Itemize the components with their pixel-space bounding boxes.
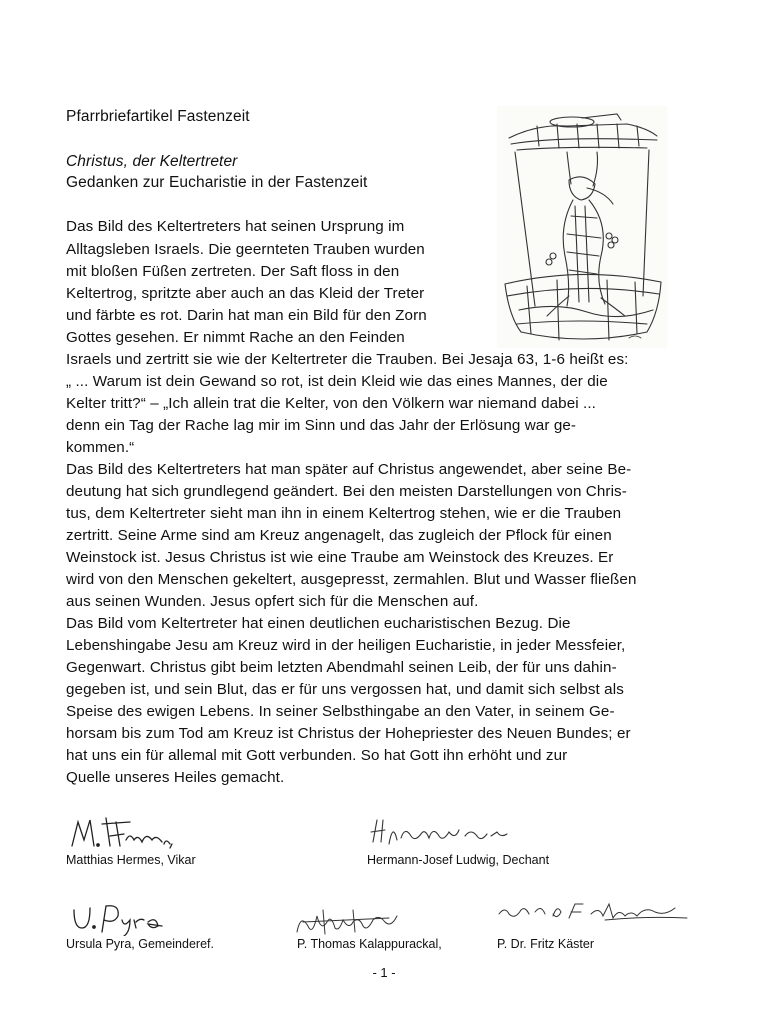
body-line-8: „ ... Warum ist dein Gewand so rot, ist dein Kleid wie das eines Mannes, der die (66, 373, 608, 390)
body-line-5: und färbte es rot. Darin hat man ein Bild für den Zorn (66, 307, 427, 324)
body-line-17: wird von den Menschen gekeltert, ausgepresst, zermahlen. Blut und Wasser fließen (66, 571, 637, 588)
keltertreter-illustration (497, 106, 667, 348)
body-line-25: hat uns ein für allemal mit Gott verbunden. So hat Gott ihn erhöht und zur (66, 747, 568, 764)
body-line-23: Speise des ewigen Lebens. In seiner Selbsthingabe an den Vater, in seinem Ge- (66, 703, 615, 720)
body-line-1: Das Bild des Keltertreters hat seinen Ursprung im (66, 218, 405, 235)
body-line-22: gegeben ist, und sein Blut, das er für uns vergossen hat, und damit sich selbst als (66, 681, 624, 698)
body-line-4: Keltertrog, spritzte aber auch an das Kleid der Treter (66, 285, 425, 302)
body-line-15: zertritt. Seine Arme sind am Kreuz angenagelt, das zugleich der Pflock für einen (66, 527, 612, 544)
page-number: - 1 - (372, 965, 396, 980)
signature-pyra (66, 898, 176, 936)
body-line-18: aus seinen Wunden. Jesus opfert sich für die Menschen auf. (66, 593, 479, 610)
body-line-2: Alltagsleben Israels. Die geernteten Trauben wurden (66, 241, 425, 258)
body-line-16: Weinstock ist. Jesus Christus ist wie eine Traube am Weinstock des Kreuzes. Er (66, 549, 614, 566)
body-line-20: Lebenshingabe Jesu am Kreuz wird in der heiligen Eucharistie, in jeder Messfeier, (66, 637, 626, 654)
document-subtitle: Gedanken zur Eucharistie in der Fastenzeit (66, 174, 368, 191)
body-line-7: Israels und zertritt sie wie der Keltertreter die Trauben. Bei Jesaja 63, 1-6 heißt es: (66, 351, 629, 368)
body-line-24: horsam bis zum Tod am Kreuz ist Christus der Hohepriester des Neuen Bundes; er (66, 725, 631, 742)
body-line-19: Das Bild vom Keltertreter hat einen deutlichen eucharistischen Bezug. Die (66, 615, 571, 632)
body-line-10: denn ein Tag der Rache lag mir im Sinn und das Jahr der Erlösung war ge- (66, 417, 577, 434)
body-line-6: Gottes gesehen. Er nimmt Rache an den Feinden (66, 329, 405, 346)
signature-kaester-name: P. Dr. Fritz Käster (497, 937, 595, 951)
signature-kalappurackal (293, 902, 403, 938)
body-line-21: Gegenwart. Christus gibt beim letzten Abendmahl seinen Leib, der für uns dahin- (66, 659, 617, 676)
signature-ludwig-name: Hermann-Josef Ludwig, Dechant (367, 853, 550, 867)
signature-hermes-name: Matthias Hermes, Vikar (66, 853, 196, 867)
document-title: Christus, der Keltertreter (66, 153, 238, 170)
document-category: Pfarrbriefartikel Fastenzeit (66, 108, 250, 125)
signature-kalappurackal-name: P. Thomas Kalappurackal, (297, 937, 442, 951)
body-line-11: kommen.“ (66, 439, 135, 456)
body-line-13: deutung hat sich grundlegend geändert. Bei den meisten Darstellungen von Chris- (66, 483, 627, 500)
body-line-12: Das Bild des Keltertreters hat man später auf Christus angewendet, aber seine Be- (66, 461, 632, 478)
body-line-14: tus, dem Keltertreter sieht man ihn in einem Keltertrog stehen, wie er die Trauben (66, 505, 622, 522)
body-line-9: Kelter tritt?“ – „Ich allein trat die Kelter, von den Völkern war niemand dabei ... (66, 395, 597, 412)
signature-kaester (495, 896, 695, 926)
body-line-3: mit bloßen Füßen zertreten. Der Saft floss in den (66, 263, 400, 280)
body-line-26: Quelle unseres Heiles gemacht. (66, 769, 285, 786)
signature-pyra-name: Ursula Pyra, Gemeinderef. (66, 937, 214, 951)
